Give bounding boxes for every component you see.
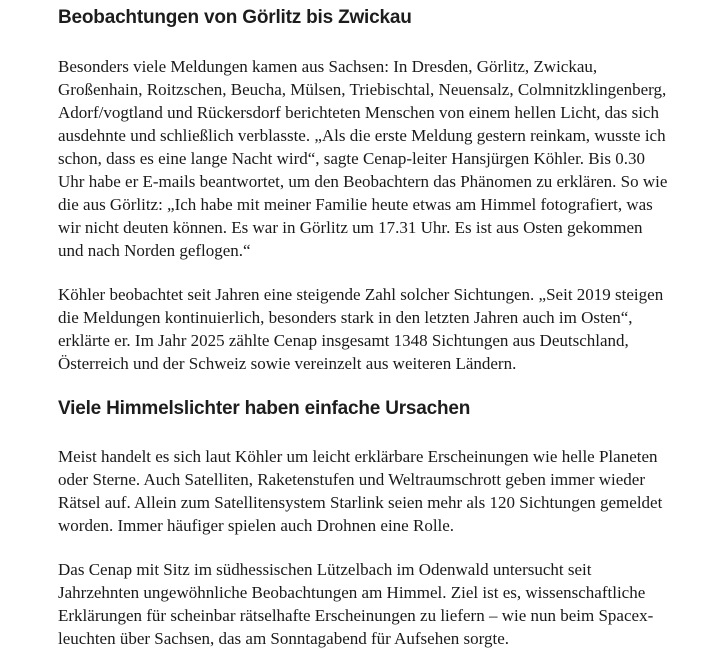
article-paragraph: Das Cenap mit Sitz im südhessischen Lützelbach im Odenwald untersucht seit Jahrzehnten ungewöhnliche Beobachtungen am Himmel. Ziel ist es, wissenschaftliche Erklärungen für scheinbar rätselhafte Erscheinungen zu liefern – wie nun beim Spacex-leuchten über Sachsen, das am Sonntagabend für Aufsehen sorgte. — [58, 560, 654, 648]
article-paragraph: Besonders viele Meldungen kamen aus Sachsen: In Dresden, Görlitz, Zwickau, Großenhain, Roitzschen, Beucha, Mülsen, Triebischtal, Neuensalz, Colmnitzklingenberg, Adorf/vogtland und Rückersdorf berichteten Menschen von einem hellen Licht, das sich ausdehnte und schließlich verblasste. „Als die erste Meldung gestern reinkam, wusste ich schon, dass es eine lange Nacht wird“, sagte Cenap-leiter Hansjürgen Köhler. Bis 0.30 Uhr habe er E-mails beantwortet, um den Beobachtern das Phänomen zu erklären. So wie die aus Görlitz: „Ich habe mit meiner Familie heute etwas am Himmel fotografiert, was wir nicht deuten können. Es war in Görlitz um 17.31 Uhr. Es ist aus Osten gekommen und nach Norden geflogen.“ — [58, 57, 668, 260]
section-heading-beobachtungen: Beobachtungen von Görlitz bis Zwickau — [58, 7, 412, 28]
article-paragraph: Köhler beobachtet seit Jahren eine steigende Zahl solcher Sichtungen. „Seit 2019 steigen die Meldungen kontinuierlich, besonders stark in den letzten Jahren auch im Osten“, erklärte er. Im Jahr 2025 zählte Cenap insgesamt 1348 Sichtungen aus Deutschland, Österreich und der Schweiz sowie vereinzelt aus weiteren Ländern. — [58, 285, 664, 373]
section-heading-himmelslichter: Viele Himmelslichter haben einfache Ursachen — [58, 398, 471, 419]
article-paragraph: Meist handelt es sich laut Köhler um leicht erklärbare Erscheinungen wie helle Planeten oder Sterne. Auch Satelliten, Raketenstufen und Weltraumschrott geben immer wieder Rätsel auf. Allein zum Satellitensystem Starlink seien mehr als 120 Sichtungen gemeldet worden. Immer häufiger spielen auch Drohnen eine Rolle. — [58, 447, 663, 535]
